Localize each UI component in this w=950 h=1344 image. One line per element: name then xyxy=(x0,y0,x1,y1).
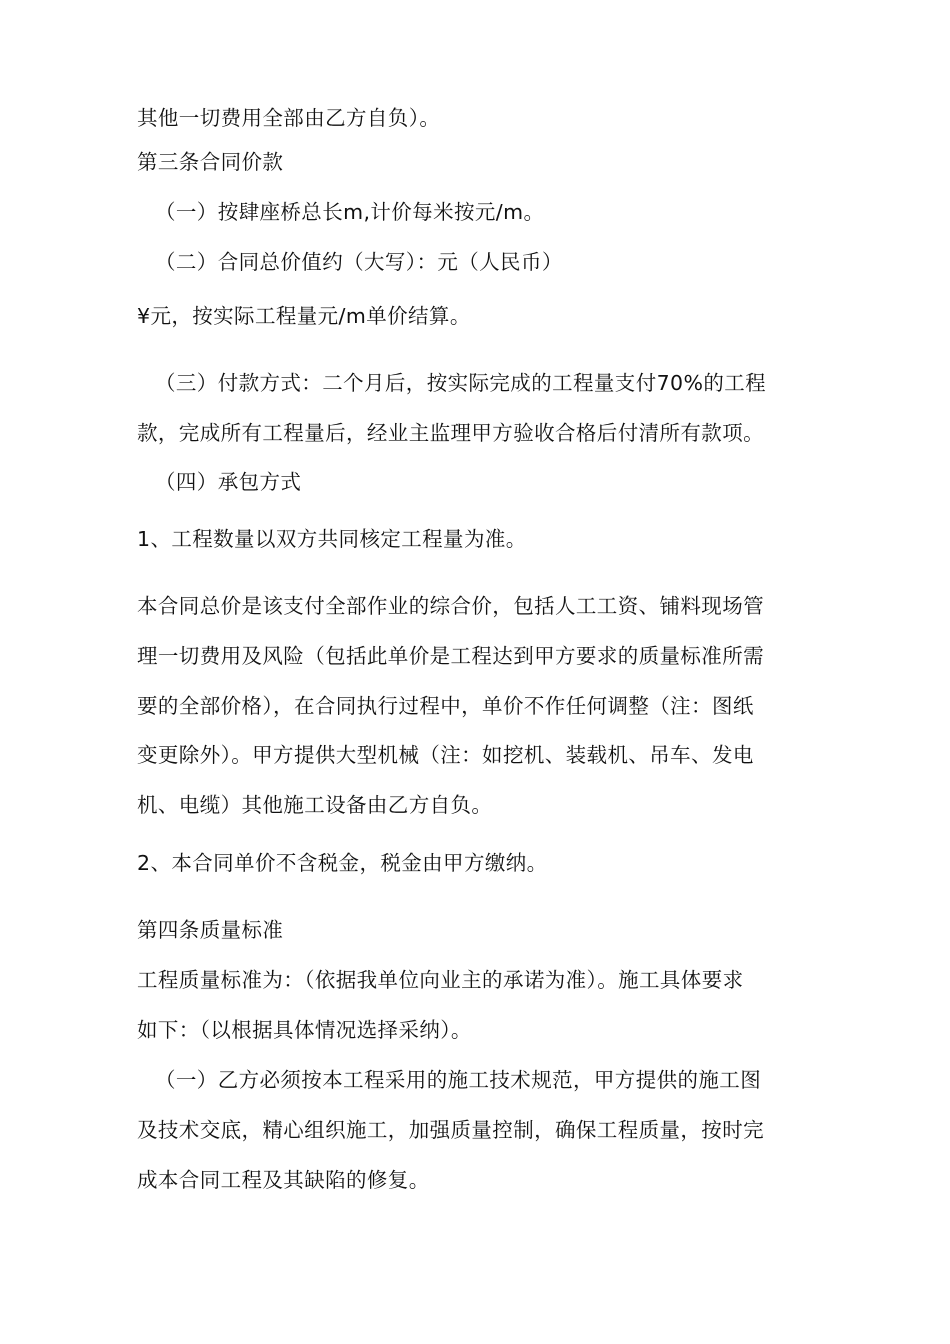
text-line: 变更除外）。甲方提供大型机械（注：如挖机、装载机、吊车、发电 xyxy=(137,743,754,767)
text-line: 如下：（以根据具体情况选择采纳）。 xyxy=(137,1018,472,1042)
section-heading: 第三条合同价款 xyxy=(137,150,284,174)
text-line: 及技术交底，精心组织施工，加强质量控制，确保工程质量，按时完 xyxy=(137,1118,764,1142)
text-line: （三）付款方式：二个月后，按实际完成的工程量支付70%的工程 xyxy=(155,371,767,395)
text-line: 其他一切费用全部由乙方自负）。 xyxy=(137,106,441,130)
text-line: （二）合同总价值约（大写）：元（人民币） xyxy=(155,250,563,274)
text-line: ¥元，按实际工程量元/m单价结算。 xyxy=(137,304,471,328)
text-line: 要的全部价格），在合同执行过程中，单价不作任何调整（注：图纸 xyxy=(137,694,754,718)
text-line: （一）按肆座桥总长m,计价每米按元/m。 xyxy=(155,200,545,224)
text-line: 2、本合同单价不含税金，税金由甲方缴纳。 xyxy=(137,851,548,875)
text-line: （四）承包方式 xyxy=(155,470,302,494)
text-line: 机、电缆）其他施工设备由乙方自负。 xyxy=(137,793,493,817)
section-heading: 第四条质量标准 xyxy=(137,918,284,942)
text-line: 理一切费用及风险（包括此单价是工程达到甲方要求的质量标准所需 xyxy=(137,644,764,668)
text-line: 工程质量标准为：（依据我单位向业主的承诺为准）。施工具体要求 xyxy=(137,968,744,992)
text-line: 本合同总价是该支付全部作业的综合价，包括人工工资、铺料现场管 xyxy=(137,594,764,618)
text-line: （一）乙方必须按本工程采用的施工技术规范，甲方提供的施工图 xyxy=(155,1068,762,1092)
text-line: 款，完成所有工程量后，经业主监理甲方验收合格后付清所有款项。 xyxy=(137,421,764,445)
text-line: 1、工程数量以双方共同核定工程量为准。 xyxy=(137,527,527,551)
text-line: 成本合同工程及其缺陷的修复。 xyxy=(137,1168,430,1192)
